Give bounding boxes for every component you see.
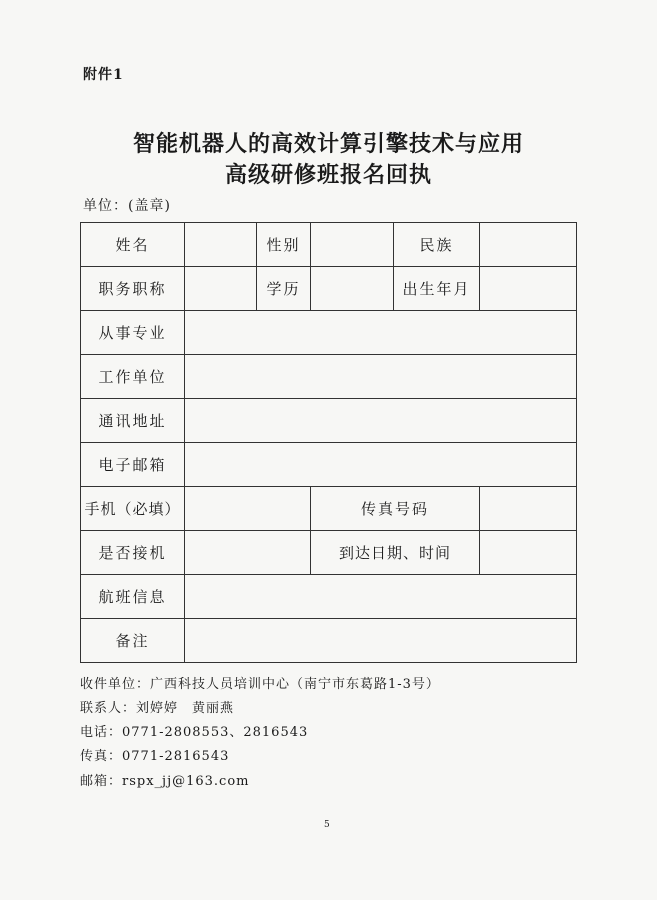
ethnicity-label: 民族 (394, 223, 480, 267)
arrival-field[interactable] (480, 531, 577, 575)
receiver-info: 收件单位：广西科技人员培训中心（南宁市东葛路1-3号） (80, 677, 440, 692)
birth-label: 出生年月 (394, 267, 480, 311)
education-label: 学历 (257, 267, 311, 311)
major-field[interactable] (185, 311, 577, 355)
table-row (81, 575, 577, 619)
table-row (81, 443, 577, 487)
remarks-label: 备注 (81, 619, 185, 663)
attachment-label: 附件1 (83, 67, 124, 83)
email-label: 电子邮箱 (81, 443, 185, 487)
table-row (81, 487, 577, 531)
unit-seal-label: 单位：(盖章) (83, 198, 171, 214)
email-info: 邮箱：rspx_jj@163.com (80, 774, 250, 789)
position-field[interactable] (185, 267, 257, 311)
table-row (81, 531, 577, 575)
contact-info: 联系人：刘婷婷 黄丽燕 (80, 701, 235, 716)
birth-field[interactable] (480, 267, 577, 311)
fax-field[interactable] (480, 487, 577, 531)
workplace-label: 工作单位 (81, 355, 185, 399)
document-subtitle: 高级研修班报名回执 (224, 162, 432, 188)
page-number: 5 (324, 820, 330, 830)
registration-form-table (80, 222, 577, 663)
major-label: 从事专业 (81, 311, 185, 355)
table-row (81, 399, 577, 443)
gender-label: 性别 (257, 223, 311, 267)
mobile-field[interactable] (185, 487, 311, 531)
education-field[interactable] (311, 267, 394, 311)
gender-field[interactable] (311, 223, 394, 267)
phone-info: 电话：0771-2808553、2816543 (80, 725, 309, 740)
workplace-field[interactable] (185, 355, 577, 399)
arrival-label: 到达日期、时间 (311, 531, 480, 575)
table-row (81, 355, 577, 399)
name-field[interactable] (185, 223, 257, 267)
table-row (81, 311, 577, 355)
flight-label: 航班信息 (81, 575, 185, 619)
email-field[interactable] (185, 443, 577, 487)
position-label: 职务职称 (81, 267, 185, 311)
document-title: 智能机器人的高效计算引擎技术与应用 (132, 131, 524, 157)
name-label: 姓名 (81, 223, 185, 267)
table-row (81, 267, 577, 311)
flight-field[interactable] (185, 575, 577, 619)
ethnicity-field[interactable] (480, 223, 577, 267)
fax-label: 传真号码 (311, 487, 480, 531)
mobile-label: 手机（必填） (81, 487, 185, 531)
pickup-field[interactable] (185, 531, 311, 575)
address-field[interactable] (185, 399, 577, 443)
pickup-label: 是否接机 (81, 531, 185, 575)
table-row (81, 223, 577, 267)
remarks-field[interactable] (185, 619, 577, 663)
table-row (81, 619, 577, 663)
fax-info: 传真：0771-2816543 (80, 749, 230, 764)
address-label: 通讯地址 (81, 399, 185, 443)
